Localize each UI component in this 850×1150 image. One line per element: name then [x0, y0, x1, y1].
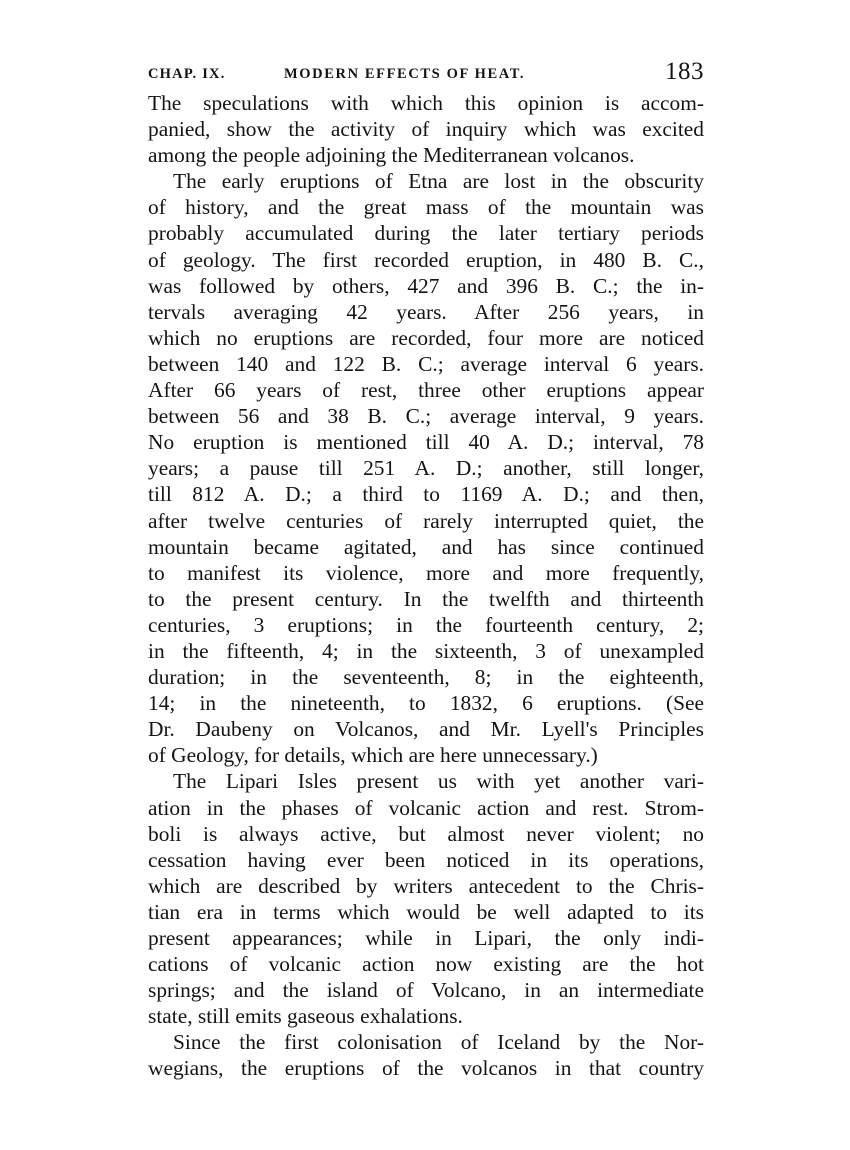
running-title: MODERN EFFECTS OF HEAT.: [284, 66, 526, 82]
text-line: to the present century. In the twelfth and thirteenth: [148, 586, 704, 611]
text-line: springs; and the island of Volcano, in an intermediate: [148, 978, 704, 1003]
text-line: after twelve centuries of rarely interrupted quiet, the: [148, 508, 704, 533]
text-line: tervals averaging 42 years. After 256 years, in: [148, 299, 704, 324]
text-line: No eruption is mentioned till 40 A. D.; interval, 78: [148, 430, 704, 455]
text-line: among the people adjoining the Mediterranean volcanos.: [148, 143, 635, 168]
text-line: probably accumulated during the later tertiary periods: [148, 221, 704, 246]
text-line: which are described by writers antecedent to the Chris-: [148, 873, 704, 898]
text-line: mountain became agitated, and has since continued: [148, 534, 704, 559]
paragraph-speculations: [148, 90, 704, 168]
running-head: [148, 56, 704, 90]
text-line: cessation having ever been noticed in its operations,: [148, 847, 704, 872]
text-line: The early eruptions of Etna are lost in the obscurity: [173, 169, 704, 194]
text-line: of Geology, for details, which are here unnecessary.): [148, 743, 598, 768]
page-number: 183: [665, 58, 704, 85]
paragraph-iceland: [148, 1029, 704, 1081]
text-line: cations of volcanic action now existing are the hot: [148, 952, 704, 977]
text-line: Dr. Daubeny on Volcanos, and Mr. Lyell's Principles: [148, 717, 704, 742]
text-line: in the fifteenth, 4; in the sixteenth, 3 of unexampled: [148, 638, 704, 663]
text-line: years; a pause till 251 A. D.; another, still longer,: [148, 456, 704, 481]
book-page: [148, 56, 704, 1082]
text-line: tian era in terms which would be well adapted to its: [148, 899, 704, 924]
text-line: of geology. The first recorded eruption, in 480 B. C.,: [148, 247, 704, 272]
chapter-label: CHAP. IX.: [148, 66, 226, 82]
text-line: till 812 A. D.; a third to 1169 A. D.; and then,: [148, 482, 704, 507]
text-line: 14; in the nineteenth, to 1832, 6 eruptions. (See: [148, 691, 704, 716]
text-line: state, still emits gaseous exhalations.: [148, 1004, 463, 1029]
body-text: [148, 90, 704, 1082]
text-line: was followed by others, 427 and 396 B. C.; the in-: [148, 273, 704, 298]
text-line: duration; in the seventeenth, 8; in the eighteenth,: [148, 665, 704, 690]
text-line: boli is always active, but almost never violent; no: [148, 821, 704, 846]
text-line: which no eruptions are recorded, four more are noticed: [148, 325, 704, 350]
text-line: between 56 and 38 B. C.; average interval, 9 years.: [148, 404, 704, 429]
text-line: The speculations with which this opinion is accom-: [148, 91, 704, 115]
text-line: The Lipari Isles present us with yet another vari-: [173, 769, 704, 794]
text-line: panied, show the activity of inquiry which was excited: [148, 117, 704, 142]
text-line: wegians, the eruptions of the volcanos in that country: [148, 1056, 704, 1081]
text-line: centuries, 3 eruptions; in the fourteenth century, 2;: [148, 612, 704, 637]
text-line: between 140 and 122 B. C.; average interval 6 years.: [148, 351, 704, 376]
text-line: ation in the phases of volcanic action and rest. Strom-: [148, 795, 704, 820]
text-line: of history, and the great mass of the mountain was: [148, 195, 704, 220]
text-line: present appearances; while in Lipari, the only indi-: [148, 926, 704, 950]
paragraph-lipari: [148, 768, 704, 1029]
paragraph-etna: [148, 168, 704, 768]
text-line: After 66 years of rest, three other eruptions appear: [148, 378, 704, 403]
text-line: Since the first colonisation of Iceland by the Nor-: [173, 1030, 704, 1055]
text-line: to manifest its violence, more and more frequently,: [148, 560, 704, 585]
